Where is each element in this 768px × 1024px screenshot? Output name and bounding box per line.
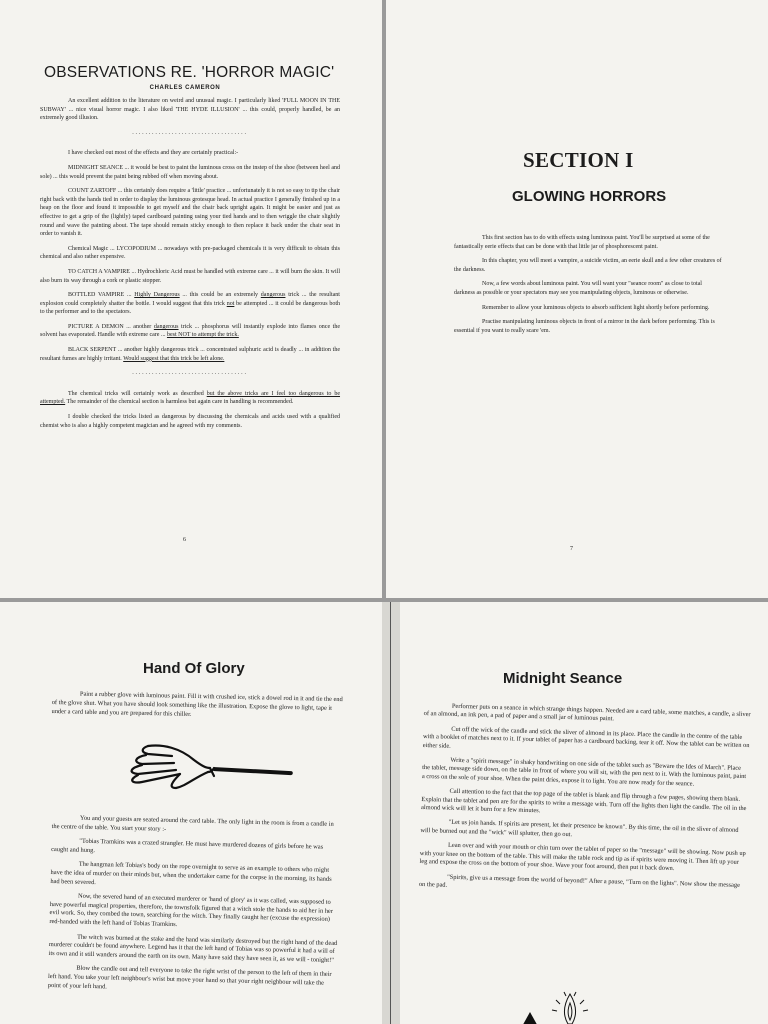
text-run: PICTURE A DEMON ... another <box>68 323 154 330</box>
article-title: Hand Of Glory <box>143 660 245 677</box>
article-title: Midnight Seance <box>503 670 623 687</box>
page-number: 7 <box>570 546 573 552</box>
paragraph: Performer puts on a seance in which strange things happen. Needed are a card table, some matches, a candle, a sliver of an almond, an ink pen, a pad of paper and a small jar of luminous paint. <box>423 702 751 723</box>
paragraph: In this chapter, you will meet a vampire, a suicide victim, an eerie skull and a few other creatures of the darkness. <box>454 258 722 273</box>
text-run: BLACK SERPENT ... another highly dangerous trick ... concentrated sulphuric acid is deadly ... in addition the resultant fumes are highly irritant. <box>40 347 340 362</box>
article-story <box>48 814 342 1003</box>
author-name: CHARLES CAMERON <box>149 85 221 91</box>
paragraph: "Let us join hands. If spirits are present, let their presence be known". By this time, the oil in the sliver of almond will be burned out and the "wick" will splutter, then go out. <box>420 819 739 839</box>
text-run: be attempted ... it could be dangerous both to the performer and to the spectators. <box>40 300 340 316</box>
observations-body <box>40 97 340 436</box>
page-gutter <box>390 602 391 1024</box>
paragraph: I double checked the tricks listed as dangerous by discussing the chemicals and acids used with a qualified chemist who is also a highly competent magician and he agreed with my comments. <box>40 414 340 429</box>
paragraph: Now, a few words about luminous paint. You will want your "seance room" as close to total darkness as possible or your spectators may see you manipulating objects, luminous or otherwise. <box>454 281 702 296</box>
paragraph <box>40 390 340 407</box>
paragraph: "Tobias Tramkins was a crazed strangler. He must have murdered dozens of girls before he was caught and hung. <box>51 837 324 854</box>
paragraph: You and your guests are seated around the card table. The only light in the room is from a candle in the centre of the table. You start your story :- <box>51 814 334 833</box>
underlined-text: but the above tricks are I feel too dangerous to be attempted. <box>40 390 341 406</box>
article-intro <box>51 690 348 729</box>
paragraph: This first section has to do with effects using luminous paint. You'll be surprised at some of the fantastically eerie effects that can be done with that little jar of phosphorescent paint. <box>454 235 710 250</box>
paragraph: Now, the severed hand of an executed murderer or 'hand of glory' as it was called, was supposed to have powerful magical properties, therefore, the townsfolk figured that a witch stole the hands to aid her in her evil work. So, they combed the town, searching for the witch. They finally caught her (excuse the expression) red-handed with the left hand of Tobias Tramkins. <box>49 892 334 929</box>
paragraph: Blow the candle out and tell everyone to take the right wrist of the person to the left of them in their left hand. You take your left neighbour's wrist but move your hand so that your right neighbour will take the point of your left hand. <box>47 964 332 990</box>
underlined-text: dangerous <box>260 292 286 299</box>
divider: ................................... <box>132 129 248 136</box>
underlined-text: Would suggest that this trick be left alone. <box>123 355 225 362</box>
paragraph: Paint a rubber glove with luminous paint. Fill it with crushed ice, stick a dowel rod in it and tie the end of the glove shut. What you have should look something like the illustration. Expose the glove to light, tape it under a card table and you are prepared for this chiller. <box>51 690 343 718</box>
text-run: BOTTLED VAMPIRE ... <box>68 292 135 299</box>
candle-illustration <box>520 990 620 1024</box>
paragraph: Chemical Magic ... LYCOPODIUM ... nowadays with pre-packaged chemicals it is very difficult to obtain this chemical and also rather expensive. <box>40 245 340 261</box>
text-run: The remainder of the chemical section is harmless but again care in handling is recommended. <box>65 399 294 406</box>
page-9 <box>400 602 768 1024</box>
paragraph: Call attention to the fact that the top page of the tablet is blank and flip through a few pages, showing them blank. Explain that the tablet and pen are for the spirits to write a message with. Turn off the lights then light the candle. The oil in the almond wick will let it burn for a few minutes. <box>420 787 747 815</box>
paragraph: I have checked out most of the effects and they are certainly practical:- <box>68 150 239 157</box>
paragraph: An excellent addition to the literature on weird and unusual magic. I particularly liked 'FULL MOON IN THE SUBWAY' ... nice visual horror magic. I also liked 'THE HYDE ILLUSION' ... this could, properly handled, be an extremely good illusion. <box>40 98 340 122</box>
paragraph: MIDNIGHT SEANCE ... it would be best to paint the luminous cross on the instep of the shoe (between heel and sole) ... this would prevent the paint being rubbed off when moving about. <box>40 164 341 180</box>
paragraph <box>40 323 340 340</box>
paragraph <box>40 291 340 317</box>
paragraph: The hangman left Tobias's body on the rope overnight to serve as an example to others who might have the idea of murder on their minds but, when the undertaker came for the corpse in the morning, its hands had been severed. <box>50 861 332 886</box>
page-gutter <box>382 0 386 598</box>
page-number: 6 <box>183 537 186 543</box>
paragraph: Lean over and with your mouth or chin turn over the tablet of paper so the "message" will be showing. Now push up with your knee on the bottom of the table. This will make the table rock and tip as if spirits were moving it. Then lift up your leg and expose the cross on the bottom of your shoe. Wave your foot around, then put it back down. <box>419 842 746 873</box>
text-run: ... this could be an extremely <box>179 292 261 299</box>
paragraph: TO CATCH A VAMPIRE ... Hydrochloric Acid must be handled with extreme care ... it will burn the skin. It will also burn its way through a cork or plastic stopper. <box>40 268 340 284</box>
page-title: OBSERVATIONS RE. 'HORROR MAGIC' <box>44 64 335 81</box>
underlined-text: not <box>226 300 235 307</box>
article-body <box>419 702 752 904</box>
paragraph: The witch was burned at the stake and the hand was similarly destroyed but the right hand of the dead murderer couldn't be found anywhere. Legend has it that the left hand of Tobias was so powerful it had a will of its own and it still wanders around the earth on its own. Many have said they have seen it, as we will - tonight!" <box>48 933 338 964</box>
page-7 <box>386 0 768 598</box>
page-gutter <box>382 602 400 1024</box>
paragraph <box>40 346 340 363</box>
text-run: trick ... phosphorus will instantly explode into flames once the solvent has evaporated. Handle with extreme care ... <box>40 323 340 339</box>
paragraph: Practise manipulating luminous objects in front of a mirror in the dark before performing. This is essential if you want to really scare 'em. <box>454 319 715 334</box>
paragraph: Cut off the wick of the candle and stick the sliver of almond in its place. Place the candle in the centre of the table with a booklet of matches next to it. If your tablet of paper has a cardboard backing, tear it off. Now the tablet can be written on either side. <box>422 725 750 750</box>
section-heading: SECTION I <box>523 148 634 172</box>
paragraph: Write a "spirit message" in shaky handwriting on one side of the tablet such as "Beware the Ides of March". Place the tablet, message side down, on the table in front of where you will sit, with the pen next to it. With the luminous paint, paint a cross on the sole of your shoe. When the paint dries, expose it to light. You are now ready for the seance. <box>421 756 747 788</box>
text-run: trick ... the resultant explosion could completely shatter the bottle. I would suggest that this trick <box>40 292 340 307</box>
divider: ................................... <box>132 370 248 377</box>
text-run: The chemical tricks will certainly work as described <box>68 390 207 397</box>
hand-illustration <box>118 738 298 794</box>
underlined-text: dangerous <box>153 323 179 330</box>
underlined-text: best NOT to attempt the trick. <box>166 332 239 339</box>
paragraph: COUNT ZARTOFF ... this certainly does require a 'little' practice ... unfortunately it is not so easy to tip the chair right back with the hands tied in order to display the luminous grotesque head. In actual practice I generally finished up in a heap on the floor and found it impossible to get myself and the chair back upright again. It might be easier and just as effective to get a grip of the (lightly) taped cardboard painting using your tied hands and to then wriggle the chair slightly round and wave the painting about. The tape should remain sticky enough to then replace it back under the chair seat in order to vanish it. <box>40 188 340 238</box>
section-intro-body <box>454 234 722 341</box>
paragraph: "Spirits, give us a message from the world of beyond!" After a pause, "Turn on the lights". Now show the message on the pad. <box>418 873 741 889</box>
underlined-text: Highly Dangerous <box>134 292 180 299</box>
page-6 <box>0 0 382 598</box>
page-8 <box>0 602 382 1024</box>
section-subtitle: GLOWING HORRORS <box>512 188 667 205</box>
paragraph: Remember to allow your luminous objects to absorb sufficient light shortly before performing. <box>482 304 710 311</box>
